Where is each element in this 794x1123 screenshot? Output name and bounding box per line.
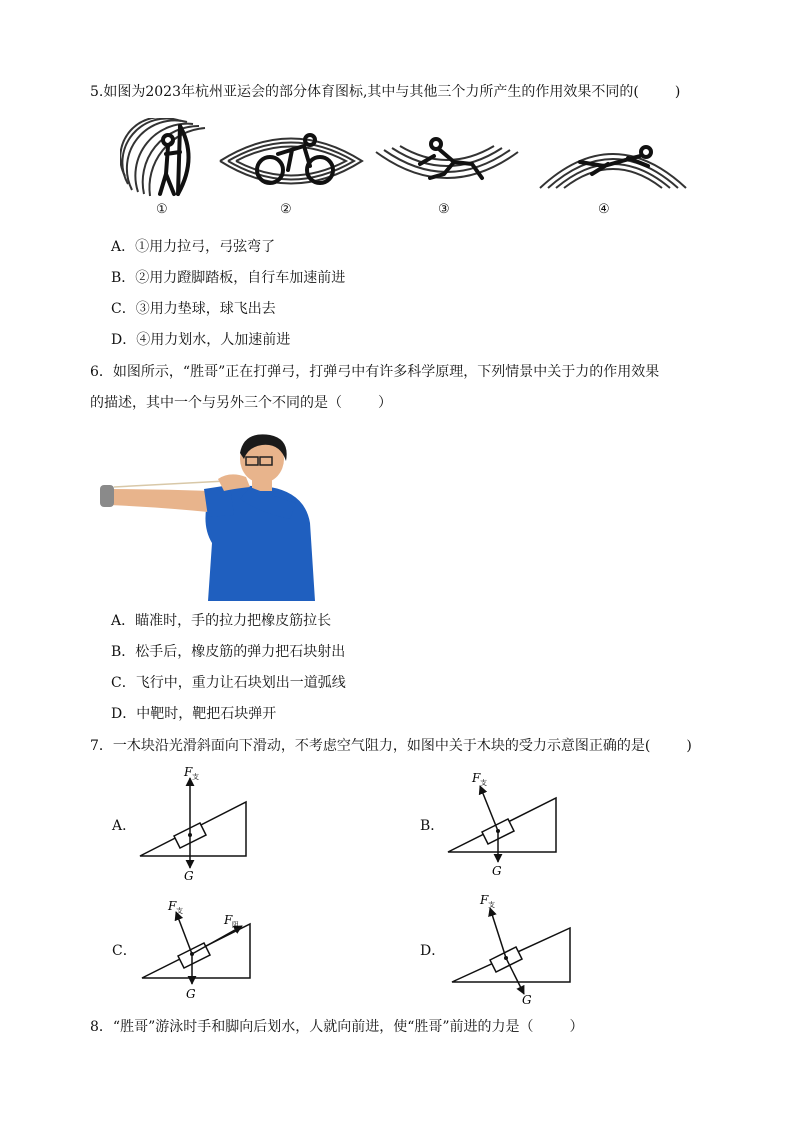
force-diagram-a [130, 764, 260, 884]
question-5-option-b: B．②用力蹬脚踏板，自行车加速前进 [111, 270, 346, 286]
friction-force-label: F [224, 913, 233, 927]
diagram-b-label: B． [420, 818, 445, 834]
gravity-label: G [522, 993, 532, 1007]
gravity-arrow [506, 958, 524, 994]
icon-label-2: ② [280, 202, 292, 217]
force-diagram-c [132, 890, 262, 1006]
friction-force-arrow [192, 926, 242, 954]
gravity-label: G [492, 864, 502, 878]
question-5-option-a: A．①用力拉弓，弓弦弯了 [111, 239, 276, 255]
question-6-option-d: D．中靶时，靶把石块弹开 [111, 706, 277, 722]
question-7-stem [90, 736, 692, 756]
support-force-arrow [480, 786, 498, 831]
support-force-subscript: 支 [192, 773, 199, 781]
gravity-label: G [184, 869, 194, 883]
volleyball-icon [374, 134, 520, 194]
question-7-text: 7．一木块沿光滑斜面向下滑动，不考虑空气阻力，如图中关于木块的受力示意图正确的是( [90, 738, 651, 754]
question-6-option-c: C．飞行中，重力让石块划出一道弧线 [111, 675, 346, 691]
support-force-arrow [176, 912, 192, 954]
question-8-paren: ） [569, 1019, 584, 1035]
diagram-c-label: C． [112, 943, 137, 959]
question-6-stem-line2 [90, 393, 392, 413]
question-6-option-b: B．松手后，橡皮筋的弹力把石块射出 [111, 644, 346, 660]
support-force-label: F [168, 899, 177, 913]
question-5-option-d: D．④用力划水，人加速前进 [111, 332, 291, 348]
support-force-arrow [490, 908, 506, 958]
force-diagram-b [440, 764, 570, 884]
icon-label-1: ① [156, 202, 168, 217]
question-6-option-a: A．瞄准时，手的拉力把橡皮筋拉长 [111, 613, 332, 629]
friction-force-subscript: 阻 [232, 921, 239, 929]
question-7-paren: ) [686, 738, 692, 754]
diagram-d-label: D． [420, 943, 446, 959]
slingshot-person-photo [100, 433, 332, 601]
support-force-subscript: 支 [488, 901, 495, 909]
support-force-label: F [480, 893, 489, 907]
question-6-paren: ） [378, 395, 392, 411]
support-force-subscript: 支 [176, 907, 183, 915]
question-8-stem [90, 1017, 584, 1037]
cycling-icon [218, 126, 364, 196]
support-force-label: F [184, 765, 193, 779]
diagram-a-label: A． [112, 818, 137, 834]
gravity-label: G [186, 987, 196, 1001]
support-force-label: F [472, 771, 481, 785]
question-5-option-c: C．③用力垫球，球飞出去 [111, 301, 276, 317]
force-diagram-d [444, 890, 574, 1008]
question-8-text: 8．“胜哥”游泳时手和脚向后划水，人就向前进，使“胜哥”前进的力是（ [90, 1019, 534, 1035]
question-5-text: 5.如图为2023年杭州亚运会的部分体育图标,其中与其他三个力所产生的作用效果不同的( [90, 84, 639, 100]
icon-label-3: ③ [438, 202, 450, 217]
support-force-subscript: 支 [480, 779, 487, 787]
question-6-stem-line1: 6．如图所示，“胜哥”正在打弹弓，打弹弓中有许多科学原理，下列情景中关于力的作用效果 [90, 364, 660, 380]
question-6-text: 的描述，其中一个与另外三个不同的是（ [90, 395, 342, 411]
question-5-stem [90, 82, 680, 102]
icon-label-4: ④ [598, 202, 610, 217]
question-5-paren: ) [674, 84, 681, 100]
archery-icon [120, 118, 210, 200]
swimming-icon [538, 130, 688, 192]
